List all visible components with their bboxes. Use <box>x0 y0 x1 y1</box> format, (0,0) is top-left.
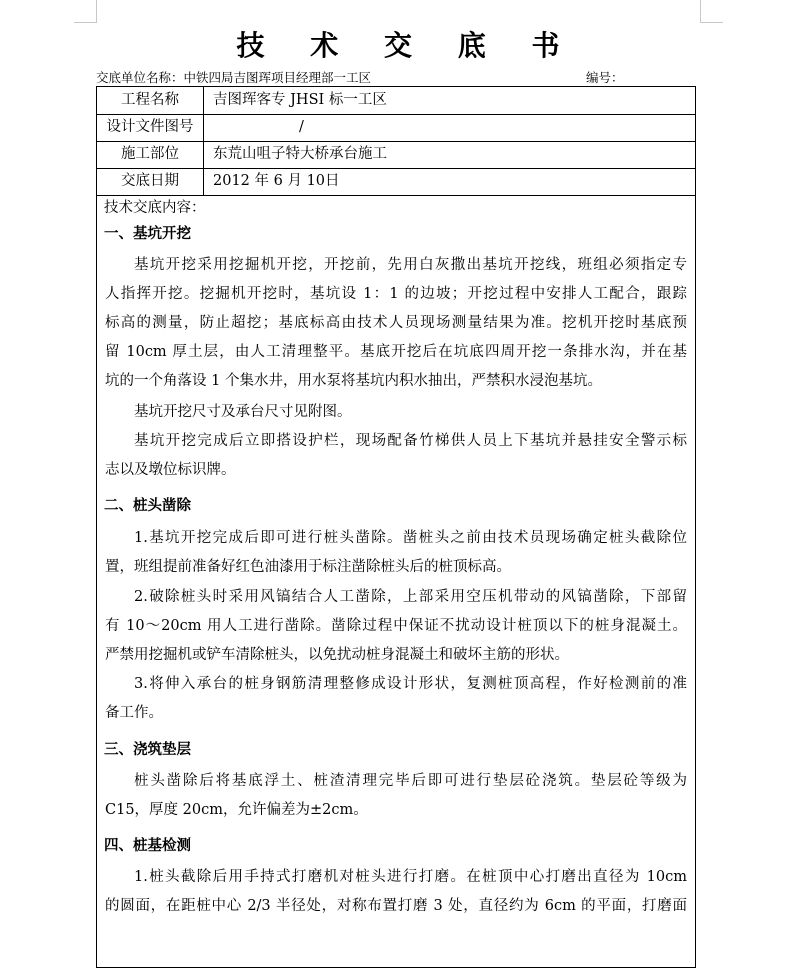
info-value: 吉图珲客专 JHSI 标一工区 <box>213 92 387 108</box>
section-heading: 二、桩头凿除 <box>104 497 191 514</box>
info-row-construction-part <box>97 141 695 169</box>
document-number-label: 编号： <box>586 70 624 85</box>
text-line: 的圆面，在距桩中心 2/3 半径处，对称布置打磨 3 处，直径约为 6cm 的平面，打磨面 <box>105 898 687 914</box>
text-line: 严禁用挖掘机或铲车清除桩头，以免扰动桩身混凝土和破坏主筋的形状。 <box>105 647 569 663</box>
crop-mark-top-left <box>74 0 97 23</box>
text-line: 1.基坑开挖完成后即可进行桩头凿除。凿桩头之前由技术员现场确定桩头截除位 <box>134 530 687 546</box>
text-line: 基坑开挖采用挖掘机开挖，开挖前，先用白灰撒出基坑开挖线，班组必须指定专 <box>134 257 687 273</box>
section-heading: 三、浇筑垫层 <box>104 741 191 758</box>
info-value: 东荒山咀子特大桥承台施工 <box>213 146 387 162</box>
text-line: 留 10cm 厚土层，由人工清理整平。基底开挖后在坑底四周开挖一条排水沟，并在基 <box>105 344 687 360</box>
text-line: 标高的测量，防止超挖；基底标高由技术人员现场测量结果为准。挖机开挖时基底预 <box>105 315 687 331</box>
crop-mark-top-right <box>700 0 723 23</box>
text-line: 坑的一个角落设 1 个集水井，用水泵将基坑内积水抽出，严禁积水浸泡基坑。 <box>105 373 602 389</box>
text-line: 置，班组提前准备好红色油漆用于标注凿除桩头后的桩顶标高。 <box>105 559 511 575</box>
info-label: 工程名称 <box>97 87 204 114</box>
text-line: 1.桩头截除后用手持式打磨机对桩头进行打磨。在桩顶中心打磨出直径为 10cm <box>134 869 687 885</box>
info-row-drawing-number <box>97 114 695 142</box>
text-line: 有 10～20cm 用人工进行凿除。凿除过程中保证不扰动设计桩顶以下的桩身混凝土。 <box>105 618 687 634</box>
info-label: 设计文件图号 <box>97 114 204 141</box>
info-value: / <box>299 119 304 135</box>
text-line: C15，厚度 20cm，允许偏差为±2cm。 <box>105 802 368 818</box>
text-line: 3.将伸入承台的桩身钢筋清理整修成设计形状，复测桩顶高程，作好检测前的准 <box>134 676 687 692</box>
text-line: 桩头凿除后将基底浮土、桩渣清理完毕后即可进行垫层砼浇筑。垫层砼等级为 <box>134 773 687 789</box>
document-meta <box>96 66 696 86</box>
section-heading: 一、基坑开挖 <box>104 225 191 242</box>
content-label: 技术交底内容： <box>104 200 206 216</box>
section-heading: 四、桩基检测 <box>104 837 191 854</box>
document-title: 技 术 交 底 书 <box>236 29 578 62</box>
text-line: 2.破除桩头时采用风镐结合人工凿除，上部采用空压机带动的风镐凿除，下部留 <box>134 589 687 605</box>
text-line: 志以及墩位标识牌。 <box>105 462 236 478</box>
info-row-date <box>97 168 695 196</box>
info-value: 2012 年 6 月 10日 <box>213 173 340 189</box>
disclosure-form <box>96 86 696 968</box>
text-line: 人指挥开挖。挖掘机开挖时，基坑设 1：1 的边坡；开挖过程中安排人工配合，跟踪 <box>105 286 687 302</box>
info-label: 施工部位 <box>97 141 204 168</box>
info-row-project-name <box>97 87 695 115</box>
text-line: 基坑开挖尺寸及承台尺寸见附图。 <box>134 404 352 420</box>
info-label: 交底日期 <box>97 168 204 195</box>
text-line: 基坑开挖完成后立即搭设护栏，现场配备竹梯供人员上下基坑并悬挂安全警示标 <box>134 433 687 449</box>
issuing-unit: 交底单位名称：中铁四局吉图珲项目经理部一工区 <box>96 70 372 85</box>
text-line: 备工作。 <box>105 705 163 721</box>
